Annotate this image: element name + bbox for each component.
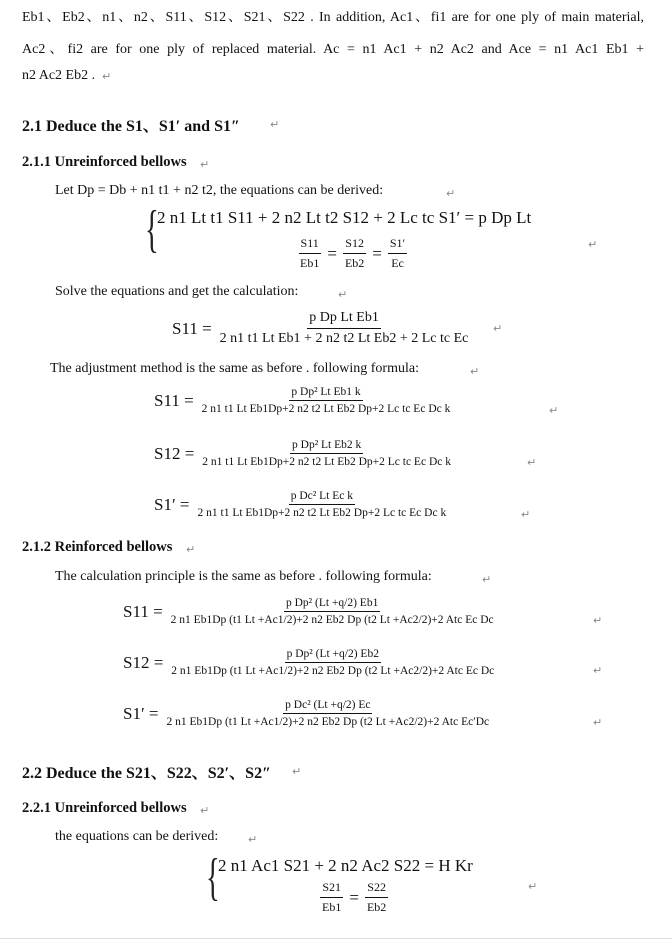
para1-line2: Ac2、fi2 are for one ply of replaced material. Ac = n1 Ac1 + n2 Ac2 and Ace = n1 Ac1 Eb1 + <box>22 42 644 57</box>
formula-s1prime: S1′ = $\frac{\text{p Dc² Lt Ec k}}{\text{2 n1 t1 Lt Eb1Dp+2 n2 t2 Lt Eb2 Dp+2 Lc tc Ec Dc k}}$ <box>154 490 447 519</box>
paragraph-mark: ↵ <box>593 716 603 729</box>
unreinforced-intro: Let Dp = Db + n1 t1 + n2 t2, the equations can be derived: <box>55 183 384 198</box>
section-2-1-heading: 2.1 Deduce the S1、S1′ and S1″ <box>22 118 240 135</box>
reinforced-formula-s12: S12 = p Dp² (Lt +q/2) Eb2 2 n1 Eb1Dp (t1 Lt +Ac1/2)+2 n2 Eb2 Dp (t2 Lt +Ac2/2)+2 Atc Ec Dc <box>123 648 495 677</box>
paragraph-mark: ↵ <box>549 404 559 417</box>
system2-line1: 2 n1 Ac1 S21 + 2 n2 Ac2 S22 = H Kr <box>218 856 473 875</box>
adjust-text: The adjustment method is the same as before . following formula: <box>50 361 419 376</box>
paragraph-mark: ↵ <box>186 543 196 556</box>
paragraph-mark: ↵ <box>446 187 456 200</box>
ratio-s1prime: $\frac{S1'}{Ec}$ <box>389 236 406 270</box>
paragraph-mark: ↵ <box>528 880 538 893</box>
paragraph-mark: ↵ <box>102 70 112 83</box>
system1-line2: $\frac{S11}{Eb1}$ = $\frac{S12}{Eb2}$ = $\frac{S1'}{Ec}$ <box>300 236 406 270</box>
paragraph-mark: ↵ <box>482 573 492 586</box>
paragraph-mark: ↵ <box>200 804 210 817</box>
paragraph-mark: ↵ <box>338 288 348 301</box>
ratio-s12: $\frac{S12}{Eb2}$ <box>344 236 365 270</box>
solve-equation: S11 = $\frac{\text{p Dp Lt Eb1}}{\text{2 n1 t1 Lt Eb1 + 2 n2 t2 Lt Eb2 + 2 Lc tc Ec}}$ <box>172 310 469 346</box>
reinforced-intro: The calculation principle is the same as before . following formula: <box>55 569 432 584</box>
ratio-s21: $\frac{S21}{Eb1}$ <box>322 880 342 914</box>
paragraph-mark: ↵ <box>248 833 258 846</box>
paragraph-mark: ↵ <box>470 365 480 378</box>
paragraph-mark: ↵ <box>593 614 603 627</box>
paragraph-mark: ↵ <box>521 508 531 521</box>
paragraph-mark: ↵ <box>527 456 537 469</box>
ratio-s22: $\frac{S22}{Eb2}$ <box>366 880 387 914</box>
left-brace: { <box>145 201 159 258</box>
system2-line2: $\frac{S21}{Eb1}$ = $\frac{S22}{Eb2}$ <box>322 880 387 914</box>
paragraph-mark: ↵ <box>493 322 503 335</box>
section-2-1-2-heading: 2.1.2 Reinforced bellows <box>22 539 173 555</box>
paragraph-mark: ↵ <box>593 664 603 677</box>
formula-s11: S11 = $\frac{\text{p Dp² Lt Eb1 k}}{\text{2 n1 t1 Lt Eb1Dp+2 n2 t2 Lt Eb2 Dp+2 Lc tc Ec Dc k}}$ <box>154 386 451 415</box>
section-2-1-1-heading: 2.1.1 Unreinforced bellows <box>22 154 187 170</box>
paragraph-mark: ↵ <box>200 158 210 171</box>
system1-line1: 2 n1 Lt t1 S11 + 2 n2 Lt t2 S12 + 2 Lc tc S1′ = p Dp Lt <box>157 208 532 227</box>
section-2-2-1-heading: 2.2.1 Unreinforced bellows <box>22 800 187 816</box>
paragraph-mark: ↵ <box>588 238 598 251</box>
unreinforced-2-2-intro: the equations can be derived: <box>55 829 219 844</box>
reinforced-formula-s1prime: S1′ = p Dc² (Lt +q/2) Ec 2 n1 Eb1Dp (t1 Lt +Ac1/2)+2 n2 Eb2 Dp (t2 Lt +Ac2/2)+2 Atc Ec′Dc <box>123 699 490 728</box>
page-bottom-divider <box>0 938 672 939</box>
formula-s12: S12 = $\frac{\text{p Dp² Lt Eb2 k}}{\text{2 n1 t1 Lt Eb1Dp+2 n2 t2 Lt Eb2 Dp+2 Lc tc Ec Dc k}}$ <box>154 439 451 468</box>
paragraph-mark: ↵ <box>270 118 280 131</box>
solve-text: Solve the equations and get the calculation: <box>55 284 299 299</box>
section-2-2-heading: 2.2 Deduce the S21、S22、S2′、S2″ <box>22 765 271 782</box>
paragraph-mark: ↵ <box>292 765 302 778</box>
para1-line3: n2 Ac2 Eb2 . <box>22 68 96 83</box>
reinforced-formula-s11: S11 = p Dp² (Lt +q/2) Eb1 2 n1 Eb1Dp (t1 Lt +Ac1/2)+2 n2 Eb2 Dp (t2 Lt +Ac2/2)+2 Atc Ec Dc <box>123 597 494 626</box>
left-brace: { <box>206 849 220 906</box>
para1-line1: Eb1、Eb2、n1、n2、S11、S12、S21、S22 . In addition, Ac1、fi1 are for one ply of main material, <box>22 10 644 25</box>
ratio-s11: $\frac{S11}{Eb1}$ <box>300 236 320 270</box>
